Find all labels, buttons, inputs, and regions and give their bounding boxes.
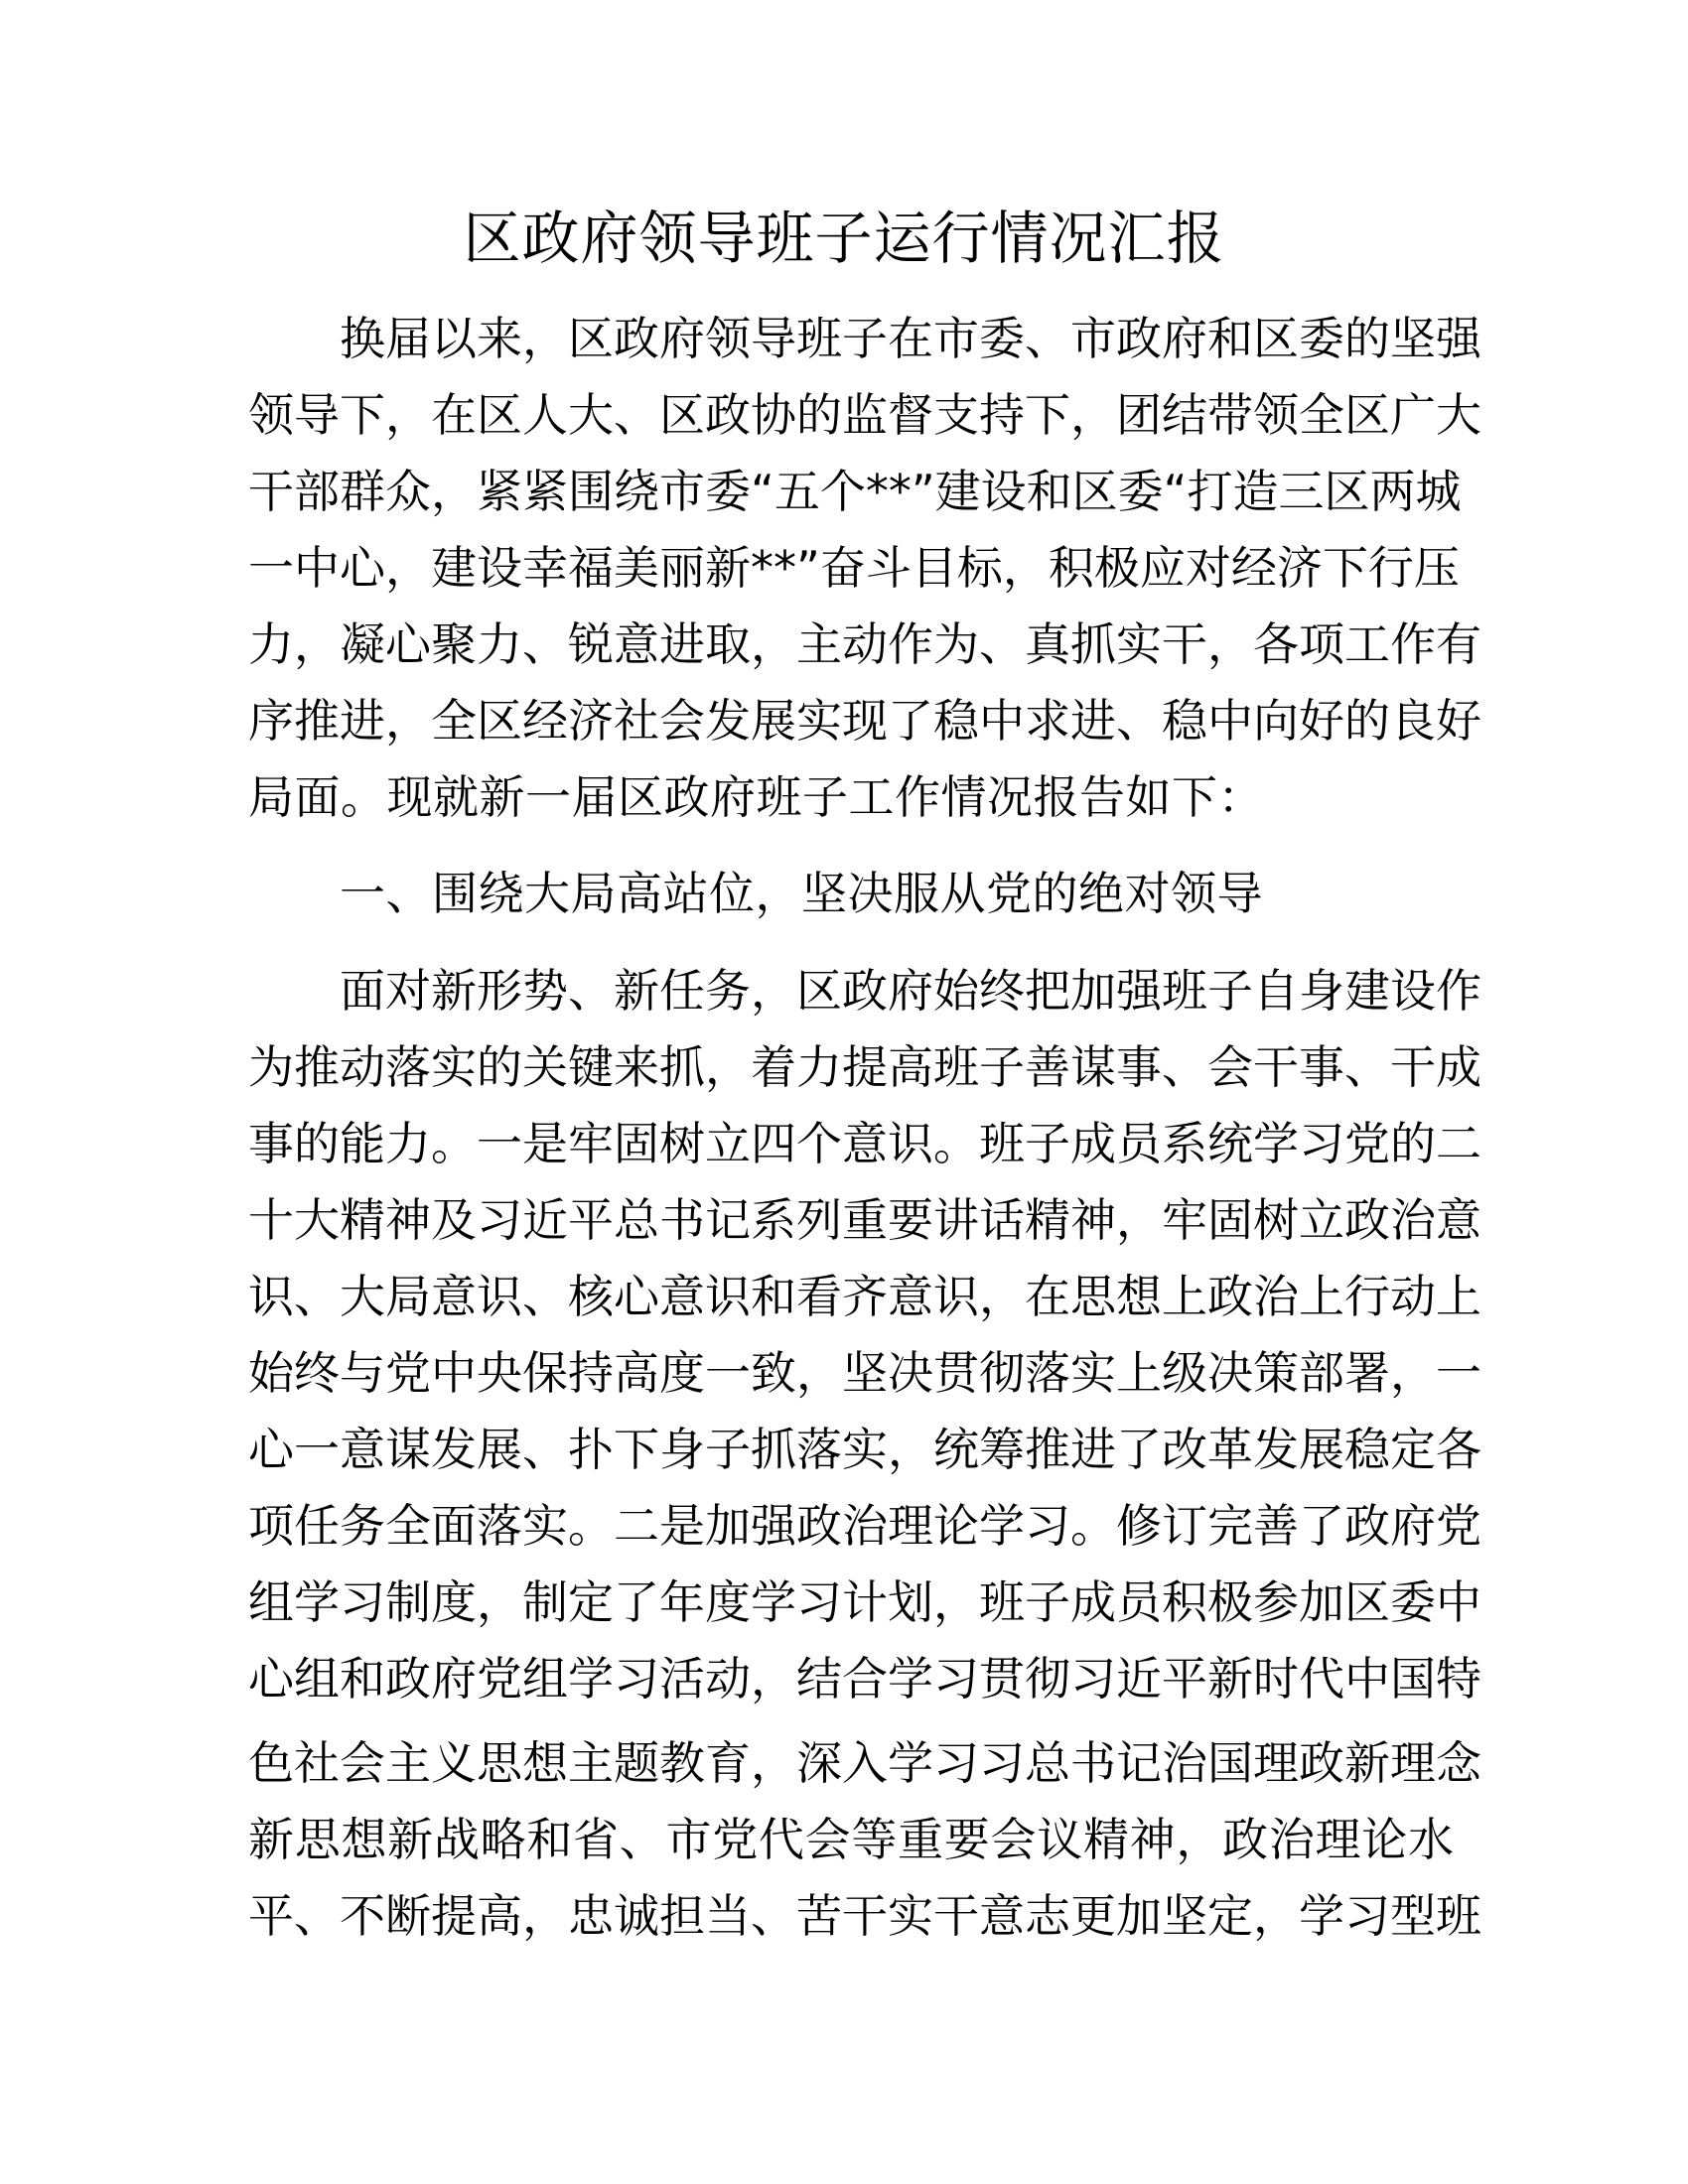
paragraph-line: 面对新形势、新任务，区政府始终把加强班子自身建设作 bbox=[340, 964, 1481, 1018]
paragraph-line: 平、不断提高，忠诚担当、苦干实干意志更加坚定，学习型班 bbox=[248, 1889, 1481, 1943]
document-title: 区政府领导班子运行情况汇报 bbox=[463, 205, 1225, 272]
section-heading: 一、围绕大局高站位，坚决服从党的绝对领导 bbox=[340, 867, 1263, 920]
paragraph-line: 十大精神及习近平总书记系列重要讲话精神，牢固树立政治意 bbox=[248, 1193, 1481, 1247]
paragraph-line: 事的能力。一是牢固树立四个意识。班子成员系统学习党的二 bbox=[248, 1117, 1481, 1170]
paragraph-line: 始终与党中央保持高度一致，坚决贯彻落实上级决策部署，一 bbox=[248, 1346, 1481, 1400]
paragraph-line: 新思想新战略和省、市党代会等重要会议精神，政治理论水 bbox=[248, 1813, 1454, 1866]
paragraph-line: 色社会主义思想主题教育，深入学习习总书记治国理政新理念 bbox=[248, 1736, 1481, 1790]
paragraph-line: 一中心，建设幸福美丽新**”奋斗目标，积极应对经济下行压 bbox=[248, 541, 1460, 595]
paragraph-line: 心一意谋发展、扑下身子抓落实，统筹推进了改革发展稳定各 bbox=[248, 1423, 1481, 1476]
paragraph-line: 识、大局意识、核心意识和看齐意识，在思想上政治上行动上 bbox=[248, 1270, 1481, 1323]
paragraph-line: 组学习制度，制定了年度学习计划，班子成员积极参加区委中 bbox=[248, 1575, 1481, 1629]
paragraph-line: 局面。现就新一届区政府班子工作情况报告如下： bbox=[248, 770, 1264, 824]
paragraph-line: 干部群众，紧紧围绕市委“五个**”建设和区委“打造三区两城 bbox=[248, 465, 1462, 518]
paragraph-line: 领导下，在区人大、区政协的监督支持下，团结带领全区广大 bbox=[248, 388, 1481, 442]
paragraph-line: 为推动落实的关键来抓，着力提高班子善谋事、会干事、干成 bbox=[248, 1040, 1481, 1094]
paragraph-line: 力，凝心聚力、锐意进取，主动作为、真抓实干，各项工作有 bbox=[248, 617, 1481, 671]
paragraph-line: 心组和政府党组学习活动，结合学习贯彻习近平新时代中国特 bbox=[248, 1652, 1481, 1706]
paragraph-line: 项任务全面落实。二是加强政治理论学习。修订完善了政府党 bbox=[248, 1499, 1481, 1553]
paragraph-line: 序推进，全区经济社会发展实现了稳中求进、稳中向好的良好 bbox=[248, 694, 1481, 748]
paragraph-line: 换届以来，区政府领导班子在市委、市政府和区委的坚强 bbox=[340, 312, 1481, 365]
